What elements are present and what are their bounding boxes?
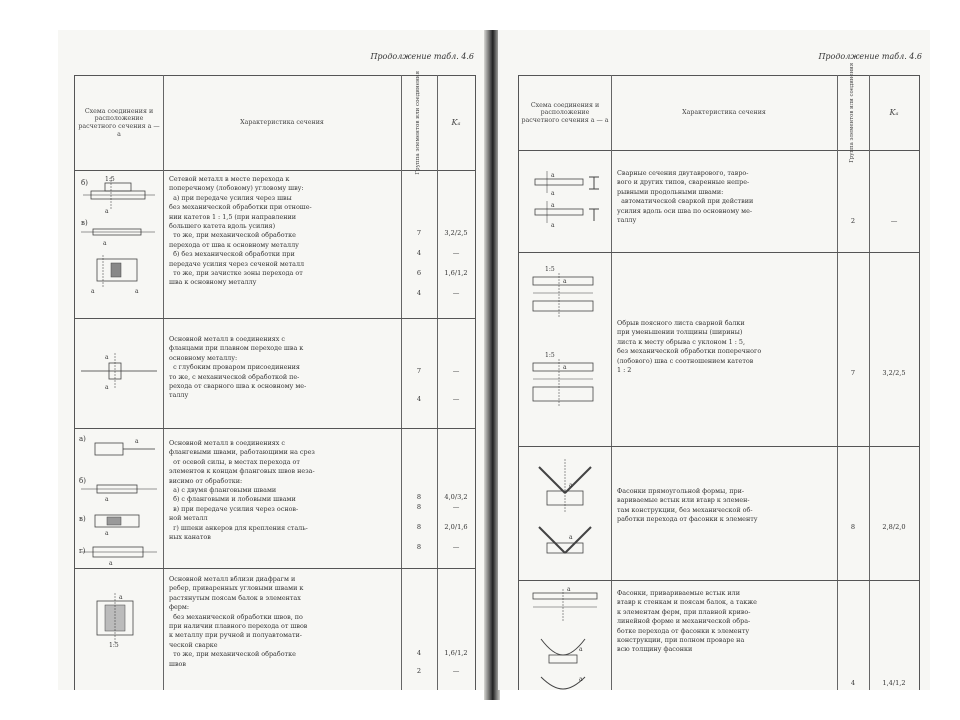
header-scheme: Схема соединения и расположение расчетного сечения а — а <box>521 101 609 124</box>
coefficient-value: 4,0/3,2 <box>444 493 468 501</box>
sketch-label: a <box>135 288 139 295</box>
sketch-label: 1:5 <box>105 176 115 183</box>
header-group: Группа элементов или соединения <box>849 63 856 163</box>
sketch-label: г) <box>79 547 86 555</box>
group-value: 6 <box>416 269 422 277</box>
sketch-label: a <box>579 676 583 683</box>
group-value: 7 <box>850 369 856 377</box>
coefficient-value: 1,4/1,2 <box>882 679 906 687</box>
coefficient-value: 3,2/2,5 <box>882 369 906 377</box>
sketch-label: a <box>569 534 573 541</box>
coefficient-value: — <box>452 667 460 675</box>
sketch-label: a) <box>79 435 86 443</box>
group-value: 4 <box>416 289 422 297</box>
table-row <box>75 319 475 429</box>
sketch-label: a <box>563 364 567 371</box>
coefficient-value: 1,6/1,2 <box>444 649 468 657</box>
header-coefficient: Kₐ <box>451 118 461 128</box>
left-page <box>58 30 486 690</box>
group-value: 8 <box>850 523 856 531</box>
coefficient-value: — <box>452 249 460 257</box>
group-value: 8 <box>416 503 422 511</box>
row-description: Основной металл в соединениях с флангевыми швами, работающими на срез от осевой силы, в местах перехода от элементов к концам фланговых швов неза- висимо от обработки: а) с двумя фланговыми швами б) с фланговыми и лобовыми швами в) при передаче усилия через основ- ной металл г) шпеки анкеров для крепления сталь- ных канатов <box>169 439 315 542</box>
coefficient-value: 2,8/2,0 <box>882 523 906 531</box>
left-continuation-title: Продолжение табл. 4.6 <box>370 52 474 61</box>
left-table-header <box>75 71 475 175</box>
sketch-label: a <box>105 354 109 361</box>
coefficient-value: — <box>452 395 460 403</box>
group-value: 2 <box>850 217 856 225</box>
header-characteristic: Характеристика сечения <box>240 119 324 127</box>
sketch-label: a <box>567 586 571 593</box>
sketch-label: a <box>569 482 573 489</box>
sketch-label: 1:5 <box>545 352 555 359</box>
sketch-label: a <box>103 240 107 247</box>
coefficient-value: — <box>452 543 460 551</box>
sketch-label: a <box>563 278 567 285</box>
table-row <box>519 253 919 447</box>
header-group: Группа элементов или соединения <box>415 71 422 175</box>
weld-sketch <box>519 149 611 253</box>
right-table <box>518 63 920 690</box>
sketch-label: б) <box>81 179 88 187</box>
weld-sketch <box>75 429 163 569</box>
sketch-label: a <box>105 496 109 503</box>
left-table <box>74 71 476 690</box>
weld-sketch <box>75 319 163 429</box>
sketch-label: a <box>551 202 555 209</box>
coefficient-value: — <box>890 217 898 225</box>
coefficient-value: 2,0/1,6 <box>444 523 468 531</box>
weld-sketch <box>519 447 611 581</box>
row-description: Основной металл в соединениях с фланцами при плавном переходе шва к основному металлу: с глубоким проваром присоединения то же, с механической обработкой пе- рехода от сварного шва к основному ме- таллу <box>169 335 307 400</box>
table-row <box>75 569 475 690</box>
table-row <box>519 447 919 581</box>
header-coefficient: Kₐ <box>889 108 899 118</box>
row-description: Сварные сечения двутаврового, тавро- вого и других типов, сваренные непре- рывными продольными швами: автоматической сваркой при действии усилия вдоль оси шва по основному ме- таллу <box>617 169 754 225</box>
sketch-label: a <box>105 384 109 391</box>
coefficient-value: — <box>452 503 460 511</box>
header-scheme: Схема соединения и расположение расчетного сечения а — а <box>78 107 160 138</box>
group-value: 4 <box>850 679 856 687</box>
sketch-label: a <box>135 438 139 445</box>
coefficient-value: — <box>452 367 460 375</box>
row-description: Сетевой металл в месте перехода к поперечному (лобовому) угловому шву: а) при передаче усилия через швы без механической обработки при отноше- нии катетов 1 : 1,5 (при направлении большего катета вдоль усилия) то же, при механической обработке перехода от шва к основному металлу б) без механической обработки при передаче усилия через сеченой металл то же, при зачистке зоны перехода от шва к основному металлу <box>169 175 312 287</box>
sketch-label: a <box>105 208 109 215</box>
header-characteristic: Характеристика сечения <box>682 109 766 117</box>
right-table-header <box>519 63 919 163</box>
sketch-label: в) <box>81 219 88 227</box>
coefficient-value: — <box>452 289 460 297</box>
sketch-label: a <box>551 190 555 197</box>
group-value: 8 <box>416 543 422 551</box>
group-value: 4 <box>416 249 422 257</box>
sketch-label: a <box>109 560 113 567</box>
sketch-label: a <box>119 594 123 601</box>
sketch-label: в) <box>79 515 86 523</box>
group-value: 4 <box>416 395 422 403</box>
row-description: Обрыв поясного листа сварной балки при уменьшении толщины (ширины) листа к месту обрыва с уклоном 1 : 5, без механической обработки поперечного (лобового) шва с соотношением катетов 1 : 2 <box>617 319 762 375</box>
row-description: Фасонки, привариваемые встык или втавр к стенкам и поясам балок, а также к элементам ферм, при плавной криво- линейной форме и механической обра- ботке перехода от фасонки к элементу конструкции, при полном проваре на всю толщину фасонки <box>617 589 757 654</box>
right-page <box>498 30 930 690</box>
row-description: Фасонки прямоугольной формы, при- вариваемые встык или втавр к элемен- там конструкции, без механической об- работки перехода от фасонки к элементу <box>617 487 758 524</box>
table-row <box>75 169 475 319</box>
sketch-label: a <box>551 172 555 179</box>
sketch-label: a <box>551 222 555 229</box>
sketch-label: a <box>105 530 109 537</box>
table-row <box>519 581 919 690</box>
sketch-label: 1:5 <box>545 266 555 273</box>
group-value: 8 <box>416 523 422 531</box>
group-value: 7 <box>416 367 422 375</box>
row-description: Основной металл вблизи диафрагм и ребер, приваренных угловыми швами к растянутым поясам балок в элементах ферм: без механической обработки швов, по при наличии плавного перехода от швов к металлу при ручной и полуавтомати- ческой сварке то же, при механической обработке швов <box>169 575 308 668</box>
group-value: 7 <box>416 229 422 237</box>
coefficient-value: 1,6/1,2 <box>444 269 468 277</box>
sketch-label: a <box>91 288 95 295</box>
sketch-label: б) <box>79 477 86 485</box>
weld-sketch <box>519 581 611 690</box>
sketch-label: 1:5 <box>109 642 119 649</box>
table-row <box>75 429 475 569</box>
weld-sketch <box>519 253 611 447</box>
weld-sketch <box>75 169 163 319</box>
sketch-label: a <box>579 646 583 653</box>
right-continuation-title: Продолжение табл. 4.6 <box>818 52 922 61</box>
group-value: 2 <box>416 667 422 675</box>
weld-sketch <box>75 569 163 690</box>
coefficient-value: 3,2/2,5 <box>444 229 468 237</box>
group-value: 4 <box>416 649 422 657</box>
group-value: 8 <box>416 493 422 501</box>
table-row <box>519 149 919 253</box>
